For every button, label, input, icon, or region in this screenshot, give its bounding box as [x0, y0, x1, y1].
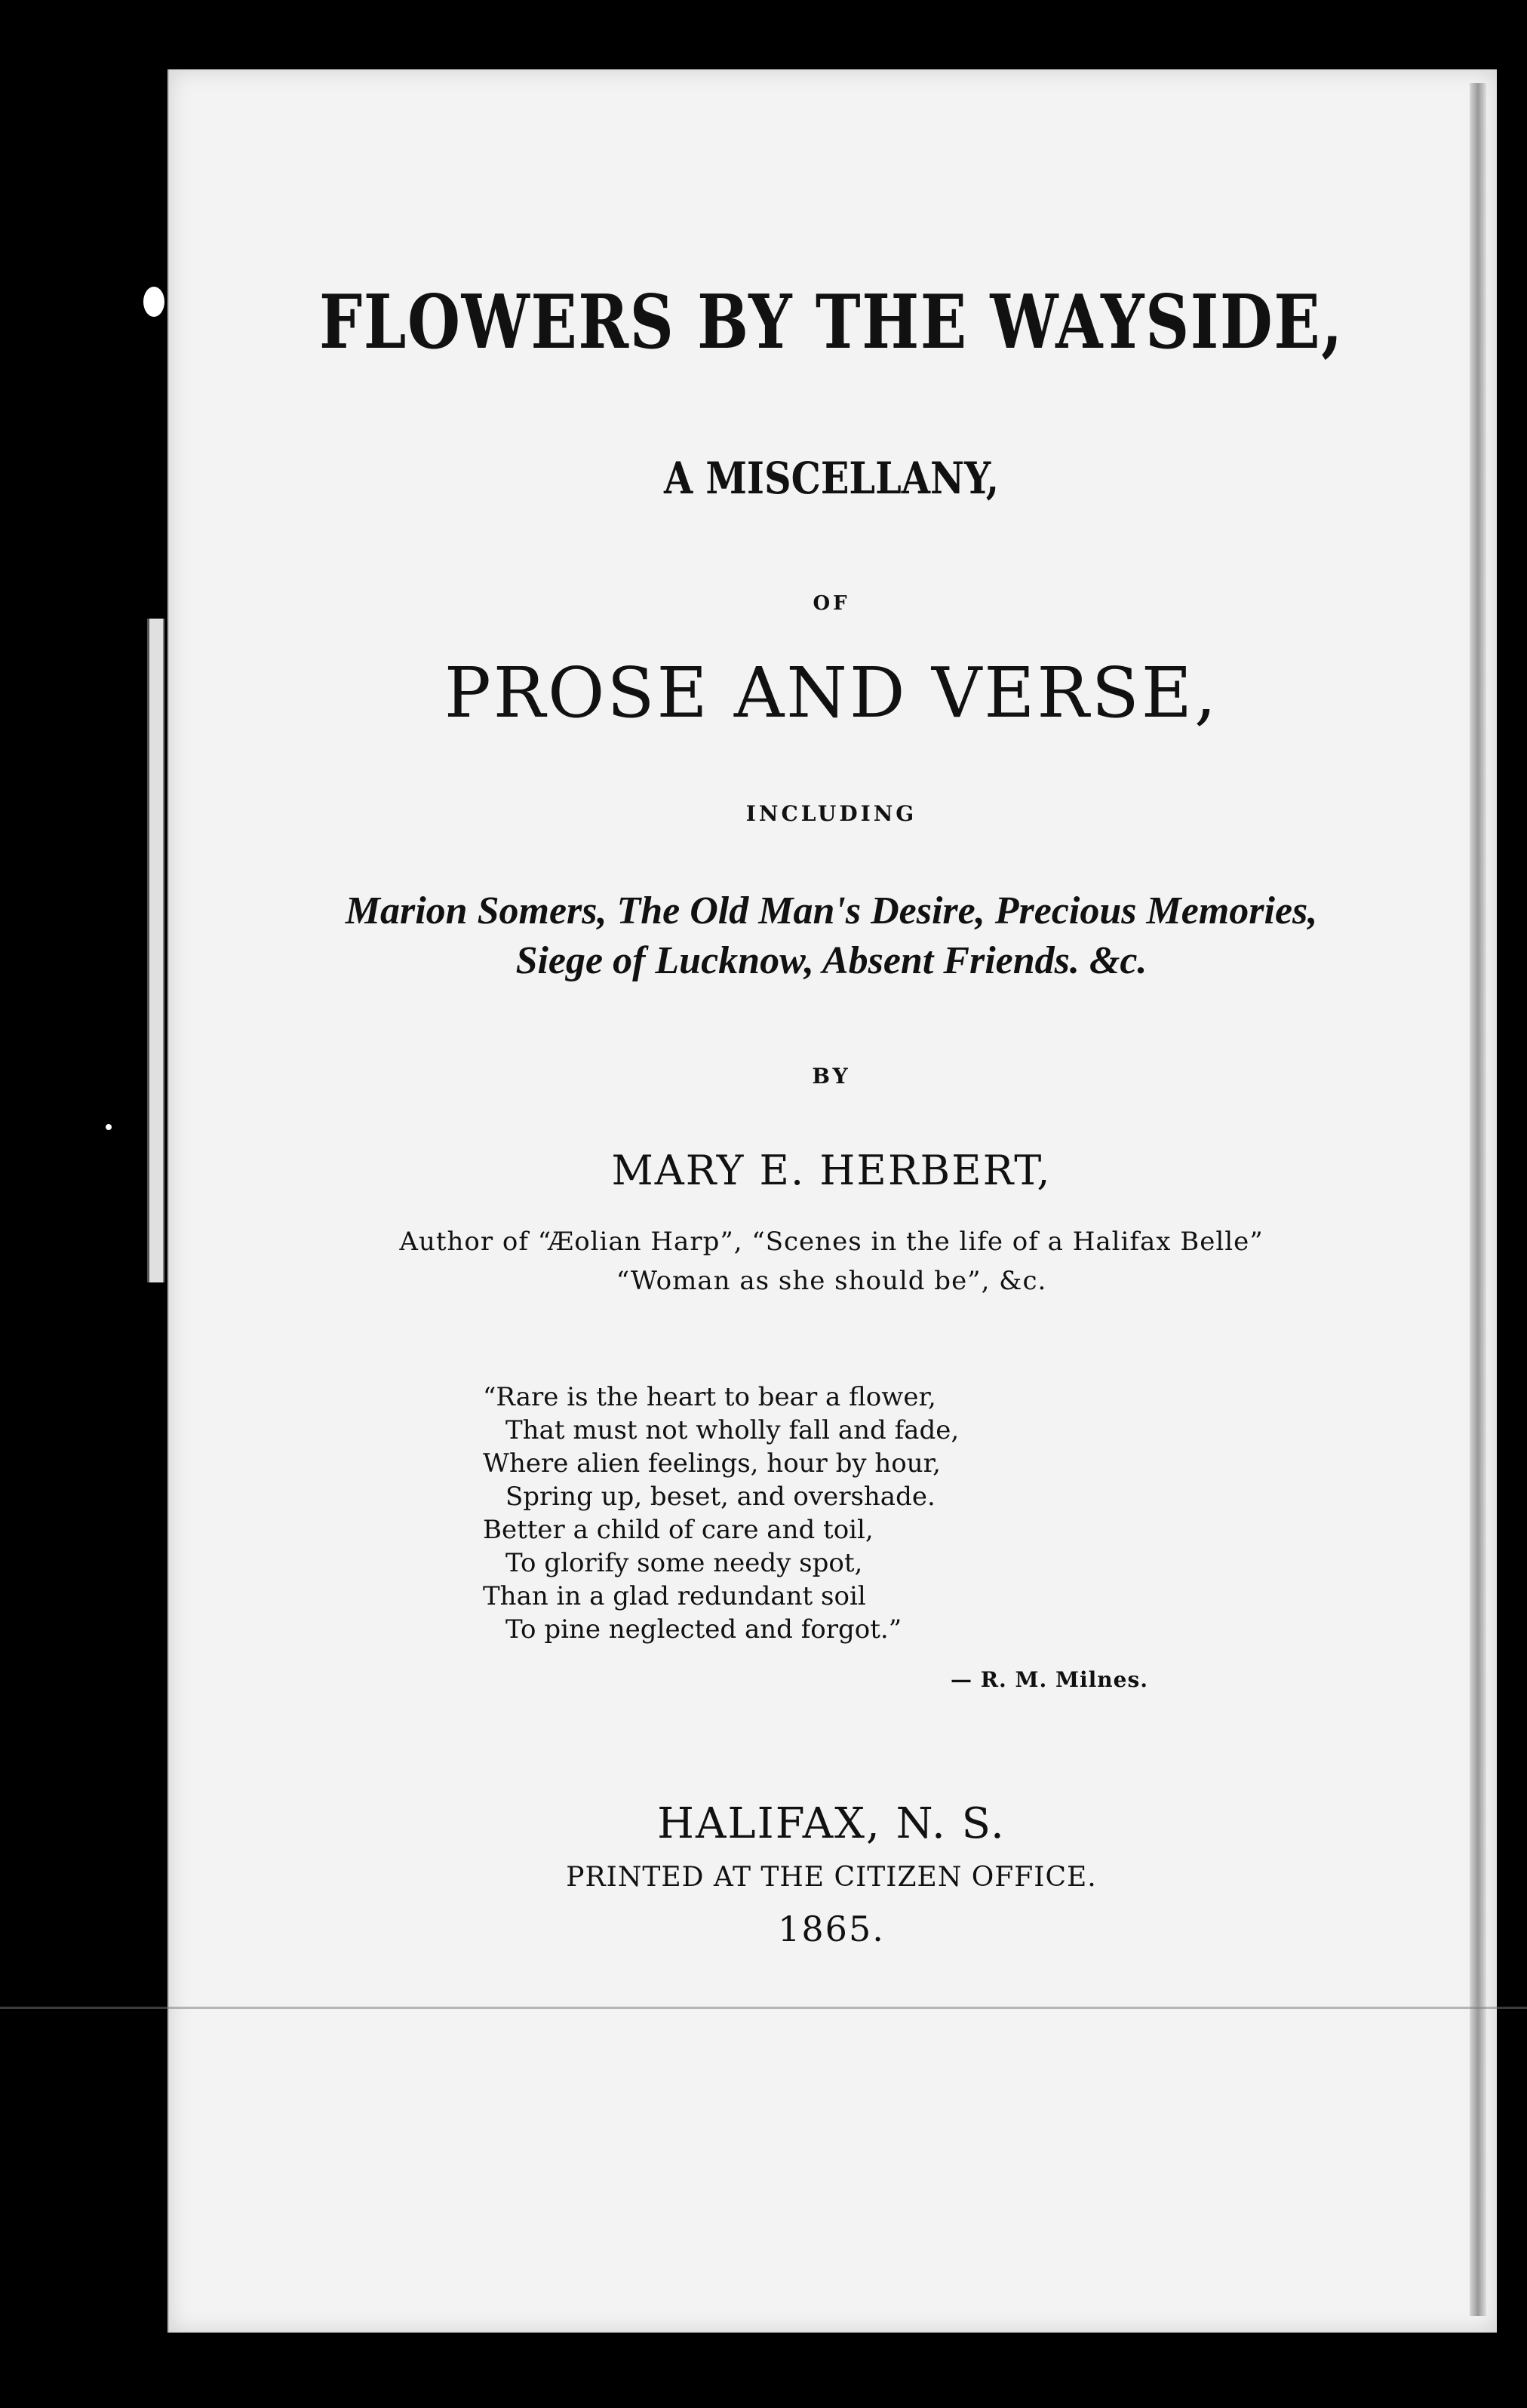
contents-list [167, 886, 1495, 986]
works-line: Author of “Æolian Harp”, “Scenes in the life of a Halifax Belle” [399, 1227, 1264, 1257]
poem-line: To glorify some needy spot, [505, 1548, 863, 1578]
contents-line: Marion Somers, The Old Man's Desire, Precious Memories, [345, 889, 1318, 932]
epigraph-poem [483, 1381, 959, 1646]
binding-thread [147, 619, 164, 1282]
poem-line: Spring up, beset, and overshade. [505, 1482, 936, 1512]
poem-line: “Rare is the heart to bear a flower, [483, 1382, 936, 1412]
book-subtitle: A MISCELLANY, [663, 453, 1000, 504]
poem-line: Better a child of care and toil, [483, 1515, 874, 1545]
page-edge [1470, 83, 1486, 2316]
scan-artifact-line [0, 2007, 1527, 2009]
imprint-city: HALIFAX, N. S. [657, 1799, 1006, 1848]
book-title: FLOWERS BY THE WAYSIDE, [319, 279, 1344, 366]
by-label: BY [812, 1064, 851, 1089]
connector-of: OF [813, 592, 850, 615]
poem-line: Where alien feelings, hour by hour, [483, 1448, 941, 1479]
poem-attribution: — R. M. Milnes. [951, 1667, 1148, 1692]
poem-line: To pine neglected and forgot.” [505, 1614, 902, 1645]
author-works [167, 1222, 1495, 1301]
paper-speck [106, 1124, 112, 1130]
title-page [167, 69, 1497, 2333]
poem-line: That must not wholly fall and fade, [505, 1415, 960, 1445]
prose-and-verse: PROSE AND VERSE, [444, 653, 1219, 733]
author-name: MARY E. HERBERT, [611, 1147, 1052, 1194]
including-label: INCLUDING [745, 801, 917, 826]
paper-speck [143, 287, 164, 317]
imprint-year: 1865. [778, 1909, 885, 1949]
imprint-printer: PRINTED AT THE CITIZEN OFFICE. [566, 1862, 1097, 1893]
works-line: “Woman as she should be”, &c. [616, 1266, 1047, 1296]
contents-line: Siege of Lucknow, Absent Friends. &c. [515, 939, 1148, 982]
poem-line: Than in a glad redundant soil [483, 1581, 866, 1611]
